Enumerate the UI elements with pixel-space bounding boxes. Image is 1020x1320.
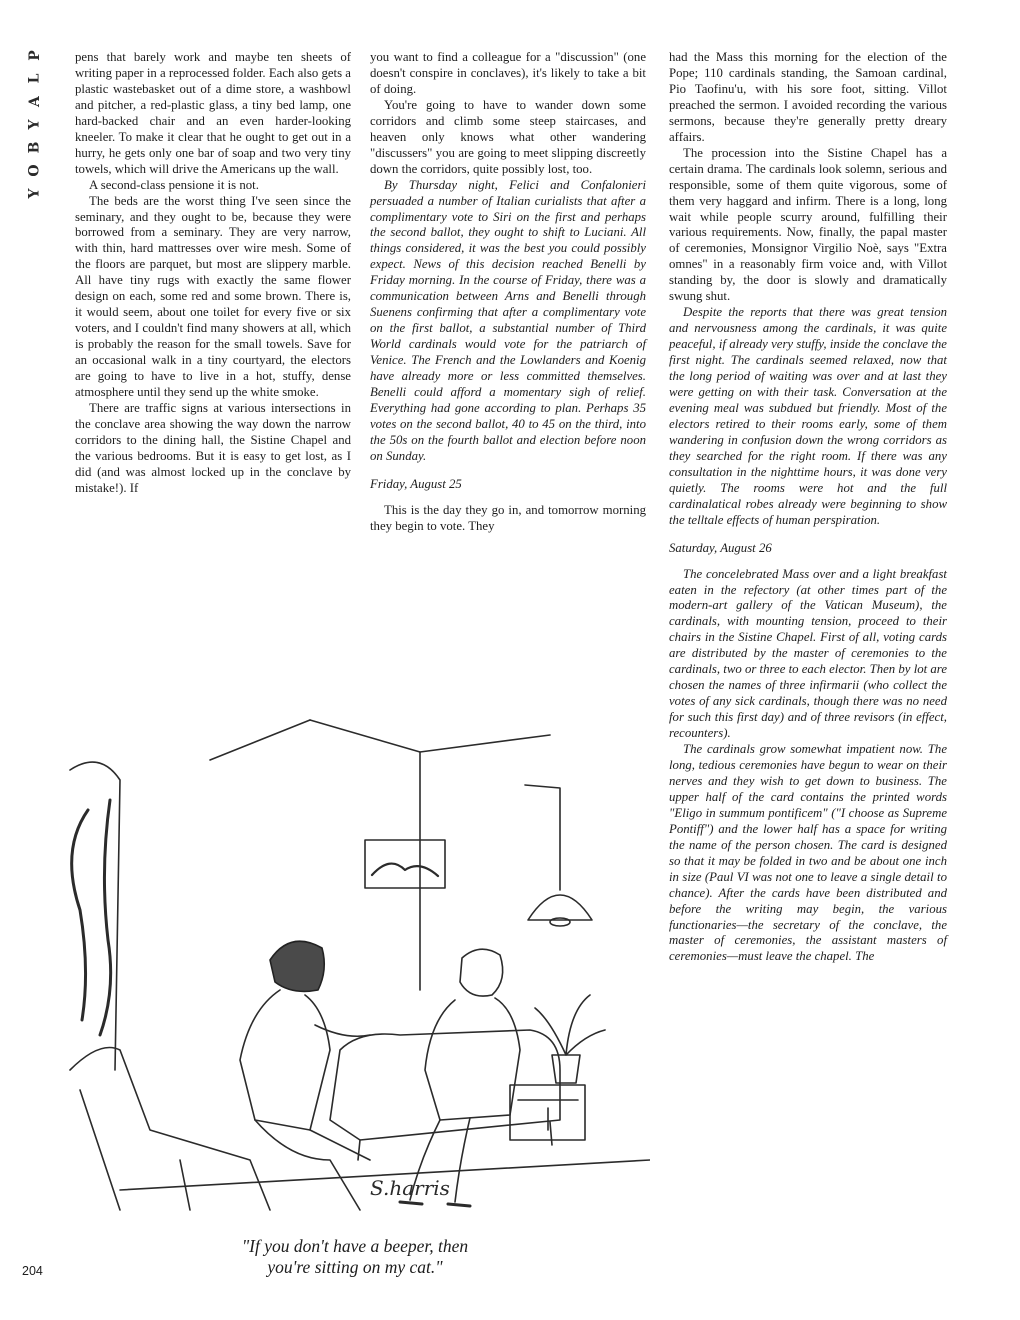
picture-landscape: [372, 864, 438, 876]
article-column-2: [370, 50, 646, 535]
woman-hair: [270, 941, 324, 991]
woman-arm: [315, 1025, 370, 1036]
masthead-letter: Y: [26, 188, 43, 199]
article-column-1: [75, 50, 351, 497]
paragraph: You're going to have to wander down some corridors and climb some steep staircases, and heaven only knows what other wandering "discussers" you are going to meet slipping discreetly down the corridors, quite possibly lost, too.: [370, 97, 646, 176]
masthead-letter: B: [26, 141, 43, 154]
dateline: Saturday, August 26: [669, 540, 772, 555]
lamp-shade: [528, 895, 592, 920]
masthead-letter: Y: [26, 119, 43, 130]
paragraph: you want to find a colleague for a "discussion" (one doesn't conspire in conclaves), it's likely to take a bit of doing.: [370, 50, 646, 96]
lamp-arm: [525, 785, 560, 890]
caption-line: "If you don't have a beeper, then: [241, 1236, 469, 1256]
dateline: Friday, August 25: [370, 476, 462, 491]
man-body: [425, 998, 520, 1120]
paragraph: The beds are the worst thing I've seen since the seminary, and they ought to be, because they were borrowed from a seminary. They are very narrow, with thin, hard mattresses over wire mesh. Some of the floors are parquet, but most are slippery marble. All have tiny rugs with exactly the same flower design on each, some red and some brown. There is, it would seem, about one toilet for every five or six voters, and I couldn't find many showers at all, which is probably the reason for the small towels. Save for an occasional walk in a tiny courtyard, the electors are going to have to live in a hot, stuffy, dense atmosphere until they send up the white smoke.: [75, 193, 351, 400]
sofa-legs: [358, 1122, 552, 1160]
masthead-letter: O: [26, 164, 43, 177]
italic-paragraph: By Thursday night, Felici and Confalonieri persuaded a number of Italian curialists that after a complimentary vote to Siri on the first and perhaps the second ballot, they ought to shift to Luciani. All things considered, it was the best you could possibly expect. News of this decision reached Benelli by Friday morning. In the course of Friday, there was a communication between Arns and Benelli through Suenens confirming that after a complimentary vote on the first ballot, a substantial number of Third World cardinals would vote for the patriarch of Venice. The French and the Lowlanders and Koenig have already more or less committed themselves. Benelli could afford a momentary sigh of relief. Everything had gone according to plan. Perhaps 35 votes on the second ballot, 40 to 45 on the third, into the 50s on the fourth ballot and election before noon on Sunday.: [370, 177, 646, 463]
cartoon-illustration: [60, 690, 650, 1230]
article-column-3: [669, 50, 947, 965]
man-head: [460, 949, 503, 996]
playboy-masthead: [20, 44, 50, 205]
paragraph: This is the day they go in, and tomorrow morning they begin to vote. They: [370, 502, 646, 533]
curtain: [72, 800, 111, 1035]
caption-line: you're sitting on my cat.": [267, 1257, 443, 1277]
cartoon-caption: [130, 1236, 580, 1278]
paragraph: had the Mass this morning for the election of the Pope; 110 cardinals standing, the Samoan cardinal, Pio Taofinu'u, with his sore foot, sitting. Villot preached the sermon. I avoided recording the various sermons, because they're generally pretty dreary affairs.: [669, 50, 947, 144]
woman-legs: [255, 1120, 370, 1210]
italic-paragraph: Despite the reports that there was great tension and nervousness among the cardinals, it was quite peaceful, if already very stuffy, inside the conclave the first night. The cardinals seemed relaxed, now that the long period of waiting was over and at last they were getting on with their task. Conversation at the evening meal was subdued but friendly. Most of the electors retired to their rooms early, some of them wandering in confusion down the wrong corridors as they searched for the right room. If there was any consultation in the nighttime hours, it was done very quietly. The rooms were hot and the full cardinalatical robes already were beginning to show the telltale effects of human perspiration.: [669, 305, 947, 527]
paragraph: A second-class pensione it is not.: [89, 177, 259, 192]
italic-paragraph: The concelebrated Mass over and a light breakfast eaten in the refectory (at other times part of the modern-art gallery of the Vatican Museum), the cardinals, with mounting tension, proceed to their chairs in the Sistine Chapel. First of all, voting cards are distributed by the master of ceremonies to the cardinals, two or three to each elector. Then by lot are chosen the names of three infirmarii (who collect the votes of any sick cardinals, though there was no need for such this first day) and of three revisors (in effect, recounters).: [669, 566, 947, 741]
masthead-letter: P: [26, 50, 43, 61]
armchair: [70, 1048, 270, 1211]
plant-pot: [552, 1055, 580, 1083]
paragraph: pens that barely work and maybe ten sheets of writing paper in a reprocessed folder. Each also gets a plastic wastebasket out of a dime store, a washbowl and pitcher, a red-plastic glass, a tiny bed lamp, one hard-backed chair and an even harder-looking kneeler. To make it clear that he ought to get out in a hurry, he gets only one bar of soap and two very tiny towels, which will drive the Americans up the wall.: [75, 50, 351, 176]
window-frame: [70, 762, 120, 1070]
framed-picture: [365, 840, 445, 888]
man-shoes: [400, 1202, 470, 1206]
paragraph: There are traffic signs at various intersections in the conclave area showing the way down the narrow corridors to the dining hall, the Sistine Chapel and the various bedrooms. But it is easy to get lost, as I did (and was almost locked up in the conclave by mistake!). If: [75, 400, 351, 495]
plant-leaves: [535, 995, 605, 1055]
paragraph: The procession into the Sistine Chapel has a certain drama. The cardinals look solemn, serious and responsible, some of them quite vigorous, some of them very haggard and infirm. There is a long, long wait while people scurry around, fulfilling their various requirements. Now, finally, the papal master of ceremonies, Monsignor Virgilio Noè, says "Extra omnes" in a reasonably firm voice and, with Villot standing by, the door is slowly and dramatically swung shut.: [669, 145, 947, 304]
wall-corner-line: [310, 720, 550, 752]
woman-body: [240, 990, 330, 1130]
masthead-letter: A: [26, 96, 43, 107]
ceiling-line: [210, 720, 310, 760]
artist-signature: S.harris: [370, 1176, 450, 1200]
masthead-letter: L: [26, 73, 43, 84]
italic-paragraph: The cardinals grow somewhat impatient now. The long, tedious ceremonies have begun to wear on their nerves and they wish to get down to business. The upper half of the card contains the printed words "Eligo in summum pontificem" ("I choose as Supreme Pontiff") and the lower half has a space for writing the name of the person chosen. The card is designed so that it may be folded in two and be about one inch in size (Paul VI was not one to leave a single detail to chance). After the cards have been distributed and before the writing may begin, the various functionaries—the secretary of the conclave, the master of ceremonies, the assistant masters of ceremonies—must leave the chapel. The: [669, 742, 947, 964]
side-table-drawer: [518, 1100, 578, 1130]
page-number: 204: [22, 1264, 43, 1278]
